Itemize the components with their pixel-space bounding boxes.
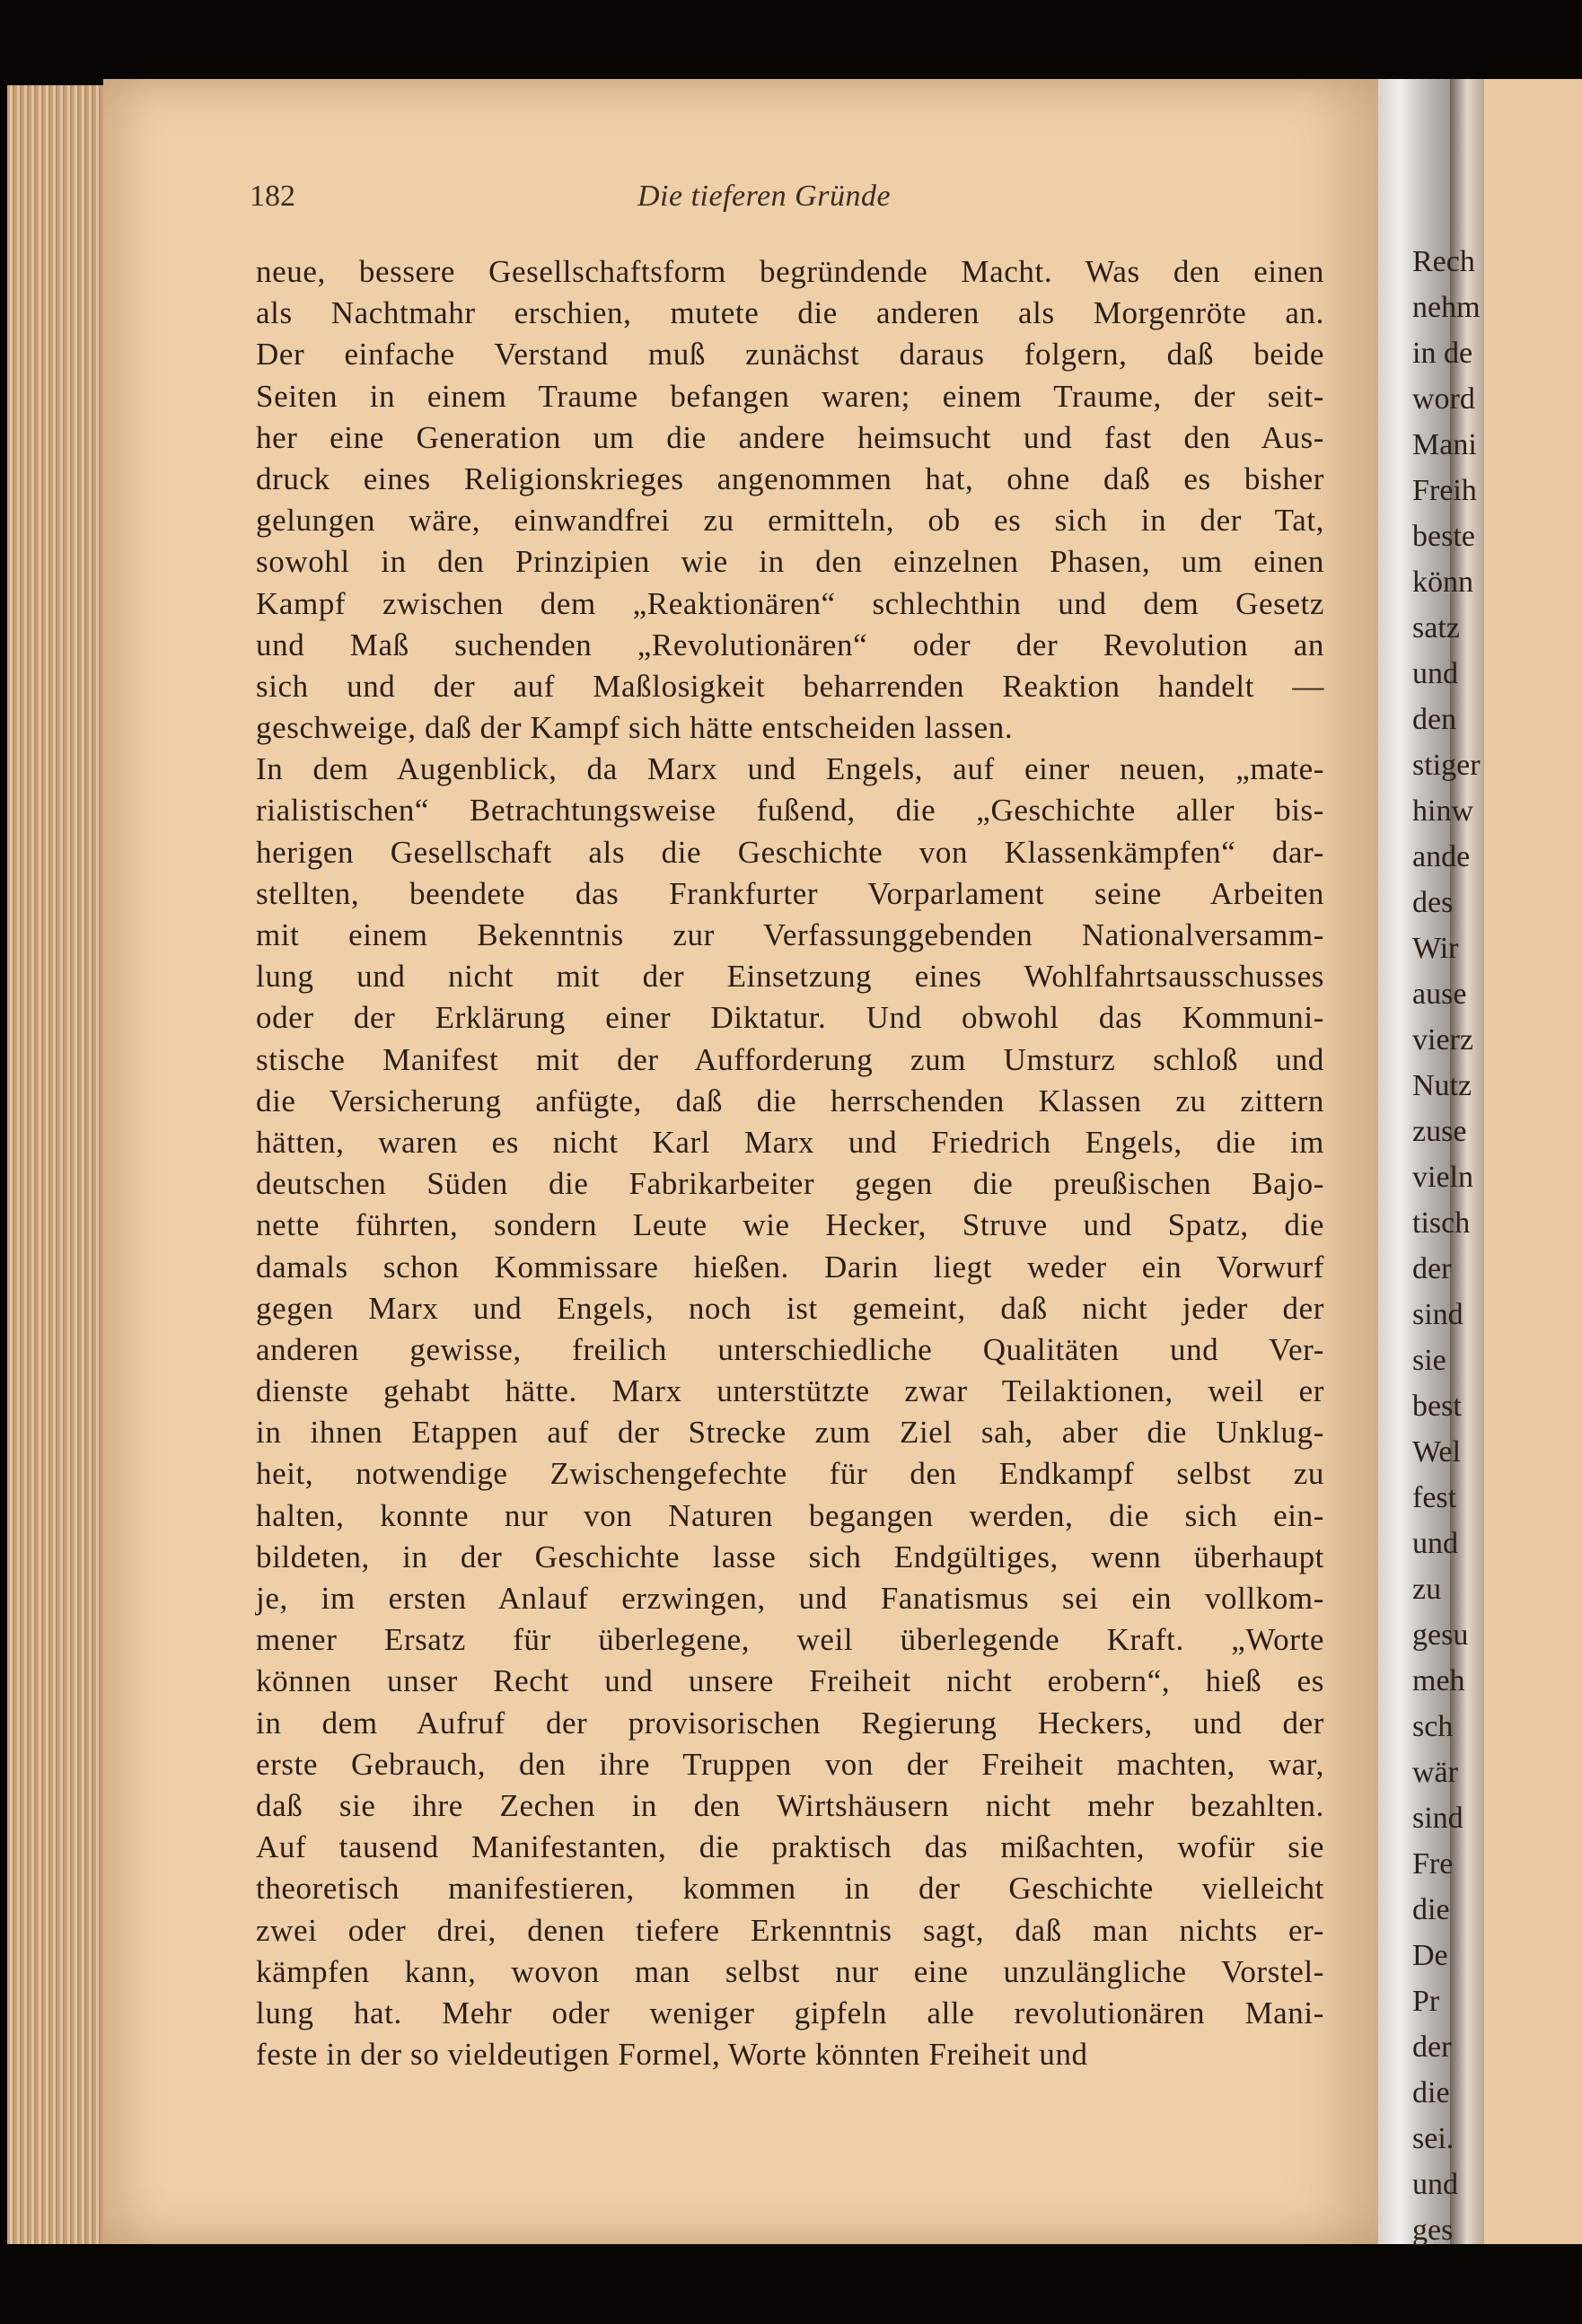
adjacent-page-fragment: der <box>1412 2030 1452 2064</box>
adjacent-page-fragment: nehm <box>1412 291 1481 324</box>
adjacent-page-fragment: stiger <box>1412 749 1481 782</box>
adjacent-page-fragment: sind <box>1412 1298 1463 1331</box>
running-head <box>250 180 1327 224</box>
text-line: zwei oder drei, denen tiefere Erkenntnis sagt, daß man nichts er- <box>256 1912 1324 1948</box>
adjacent-page-fragment: zu <box>1412 1573 1442 1606</box>
adjacent-page <box>1412 79 1582 2247</box>
text-line: stellten, beendete das Frankfurter Vorparlament seine Arbeiten <box>256 875 1324 911</box>
adjacent-page-fragment: die <box>1412 2076 1450 2109</box>
adjacent-page-fragment: tisch <box>1412 1206 1471 1240</box>
text-line: je, im ersten Anlauf erzwingen, und Fanatismus sei ein vollkom- <box>256 1581 1324 1616</box>
adjacent-page-fragment: sie <box>1412 1344 1446 1377</box>
text-line: mener Ersatz für überlegene, weil überlegende Kraft. „Worte <box>256 1622 1324 1658</box>
text-line: als Nachtmahr erschien, mutete die anderen als Morgenröte an. <box>256 295 1324 331</box>
adjacent-page-fragment: ges <box>1412 2214 1454 2247</box>
text-line: In dem Augenblick, da Marx und Engels, auf einer neuen, „mate- <box>256 751 1324 787</box>
text-line: sich und der auf Maßlosigkeit beharrenden Reaktion handelt — <box>256 668 1324 704</box>
text-line: theoretisch manifestieren, kommen in der Geschichte vielleicht <box>256 1871 1324 1907</box>
text-line: Auf tausend Manifestanten, die praktisch das mißachten, wofür sie <box>256 1829 1324 1865</box>
text-line: herigen Gesellschaft als die Geschichte von Klassenkämpfen“ dar- <box>256 834 1324 870</box>
adjacent-page-fragment: meh <box>1412 1664 1465 1697</box>
text-line: die Versicherung anfügte, daß die herrschenden Klassen zu zittern <box>256 1083 1324 1118</box>
adjacent-page-fragment: ande <box>1412 840 1471 873</box>
adjacent-page-fragment: den <box>1412 703 1457 736</box>
text-line: damals schon Kommissare hießen. Darin liegt weder ein Vorwurf <box>256 1249 1324 1285</box>
text-line: erste Gebrauch, den ihre Truppen von der Freiheit machten, war, <box>256 1746 1324 1782</box>
adjacent-page-fragment: vieln <box>1412 1161 1473 1194</box>
text-line: Der einfache Verstand muß zunächst daraus folgern, daß beide <box>256 337 1324 373</box>
text-line: mit einem Bekenntnis zur Verfassunggebenden Nationalversamm- <box>256 917 1324 952</box>
text-line: bildeten, in der Geschichte lasse sich Endgültiges, wenn überhaupt <box>256 1539 1324 1574</box>
adjacent-page-fragment: und <box>1412 2168 1458 2201</box>
adjacent-page-fragment: der <box>1412 1252 1452 1285</box>
text-line: in dem Aufruf der provisorischen Regierung Heckers, und der <box>256 1705 1324 1741</box>
text-line: können unser Recht und unsere Freiheit nicht erobern“, hieß es <box>256 1663 1324 1699</box>
adjacent-page-fragment: Wir <box>1412 932 1459 965</box>
adjacent-page-fragment: beste <box>1412 520 1475 553</box>
adjacent-page-fragment: wär <box>1412 1756 1458 1789</box>
text-line: anderen gewisse, freilich unterschiedliche Qualitäten und Ver- <box>256 1331 1324 1367</box>
adjacent-page-fragment: word <box>1412 382 1475 416</box>
page-number: 182 <box>250 180 295 213</box>
adjacent-page-fragment: Freih <box>1412 474 1477 507</box>
text-line: gegen Marx und Engels, noch ist gemeint, daß nicht jeder der <box>256 1290 1324 1326</box>
adjacent-page-fragment: Pr <box>1412 1985 1440 2018</box>
adjacent-page-fragment: könn <box>1412 566 1473 599</box>
adjacent-page-fragment: hinw <box>1412 794 1473 828</box>
text-line: her eine Generation um die andere heimsucht und fast den Aus- <box>256 419 1324 455</box>
text-line: in ihnen Etappen auf der Strecke zum Ziel sah, aber die Unklug- <box>256 1415 1324 1451</box>
adjacent-page-fragment: in de <box>1412 337 1473 370</box>
adjacent-page-fragment: satz <box>1412 611 1460 645</box>
adjacent-page-fragment: Wel <box>1412 1435 1461 1469</box>
text-line: daß sie ihre Zechen in den Wirtshäusern nicht mehr bezahlten. <box>256 1787 1324 1823</box>
adjacent-page-fragment: Fre <box>1412 1847 1454 1881</box>
adjacent-page-fragment: sei. <box>1412 2122 1455 2155</box>
adjacent-page-fragment: Rech <box>1412 245 1475 278</box>
text-line: heit, notwendige Zwischengefechte für den Endkampf selbst zu <box>256 1456 1324 1492</box>
adjacent-page-fragment: und <box>1412 657 1458 690</box>
page-edges <box>7 85 115 2244</box>
adjacent-page-fragment: zuse <box>1412 1115 1467 1148</box>
adjacent-page-fragment: sind <box>1412 1802 1463 1835</box>
text-line: Kampf zwischen dem „Reaktionären“ schlechthin und dem Gesetz <box>256 585 1324 621</box>
text-line: halten, konnte nur von Naturen begangen werden, die sich ein- <box>256 1497 1324 1533</box>
text-line: kämpfen kann, wovon man selbst nur eine unzulängliche Vorstel- <box>256 1953 1324 1989</box>
body-text <box>256 251 1324 2075</box>
adjacent-page-fragment: des <box>1412 886 1454 919</box>
text-line: oder der Erklärung einer Diktatur. Und obwohl das Kommuni- <box>256 1000 1324 1036</box>
text-line: deutschen Süden die Fabrikarbeiter gegen die preußischen Bajo- <box>256 1166 1324 1202</box>
text-line: lung hat. Mehr oder weniger gipfeln alle revolutionären Mani- <box>256 1995 1324 2030</box>
adjacent-page-fragment: ause <box>1412 978 1467 1011</box>
adjacent-page-fragment: fest <box>1412 1481 1457 1514</box>
text-line: feste in der so vieldeutigen Formel, Worte könnten Freiheit und <box>256 2037 1088 2073</box>
text-line: stische Manifest mit der Aufforderung zum Umsturz schloß und <box>256 1041 1324 1077</box>
adjacent-page-fragment: vierz <box>1412 1023 1473 1057</box>
text-line: geschweige, daß der Kampf sich hätte entscheiden lassen. <box>256 710 1014 746</box>
text-line: dienste gehabt hätte. Marx unterstützte zwar Teilaktionen, weil er <box>256 1373 1324 1409</box>
text-line: neue, bessere Gesellschaftsform begründende Macht. Was den einen <box>256 254 1324 289</box>
adjacent-page-fragment: die <box>1412 1893 1450 1926</box>
adjacent-page-fragment: Mani <box>1412 428 1477 461</box>
adjacent-page-fragment: best <box>1412 1390 1462 1423</box>
text-line: druck eines Religionskrieges angenommen hat, ohne daß es bisher <box>256 460 1324 496</box>
text-line: Seiten in einem Traume befangen waren; einem Traume, der seit- <box>256 378 1324 414</box>
adjacent-page-fragment: De <box>1412 1939 1448 1972</box>
adjacent-page-fragment: und <box>1412 1527 1458 1560</box>
text-line: rialistischen“ Betrachtungsweise fußend, die „Geschichte aller bis- <box>256 793 1324 829</box>
text-line: sowohl in den Prinzipien wie in den einzelnen Phasen, um einen <box>256 544 1324 580</box>
text-line: und Maß suchenden „Revolutionären“ oder der Revolution an <box>256 627 1324 662</box>
adjacent-page-fragment: Nutz <box>1412 1069 1472 1102</box>
text-line: hätten, waren es nicht Karl Marx und Friedrich Engels, die im <box>256 1124 1324 1160</box>
adjacent-page-fragment: gesu <box>1412 1618 1469 1652</box>
adjacent-page-fragment: sch <box>1412 1710 1454 1743</box>
text-line: lung und nicht mit der Einsetzung eines Wohlfahrtsausschusses <box>256 959 1324 995</box>
text-line: gelungen wäre, einwandfrei zu ermitteln, ob es sich in der Tat, <box>256 503 1324 539</box>
text-line: nette führten, sondern Leute wie Hecker, Struve und Spatz, die <box>256 1207 1324 1243</box>
running-title: Die tieferen Gründe <box>637 180 892 213</box>
